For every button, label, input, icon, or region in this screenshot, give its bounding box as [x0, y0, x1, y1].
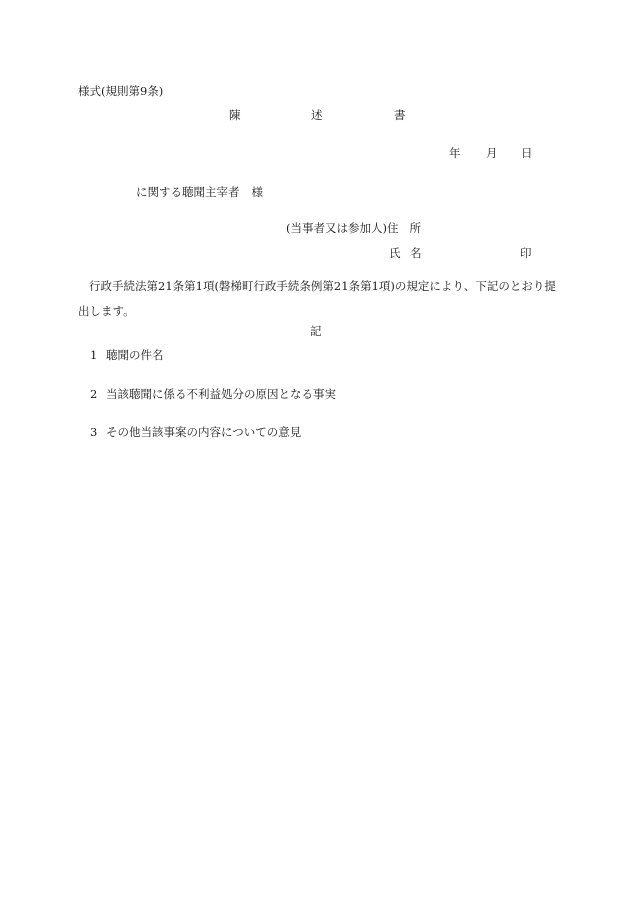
party-role: (当事者又は参加人): [286, 221, 387, 235]
seal-mark: 印: [520, 246, 532, 260]
list-item: [90, 350, 164, 362]
address-label-a: 住: [386, 221, 399, 235]
body-paragraph: 行政手続法第21条第1項(磐梯町行政手続条例第21条第1項)の規定により、下記のとおり提出します。: [78, 279, 556, 318]
date-line: [449, 148, 539, 162]
item-label: その他当該事案の内容についての意見: [106, 425, 302, 439]
form-label: 様式(規則第9条): [78, 84, 164, 98]
title-char-1: 陳: [229, 108, 241, 122]
addressee-honorific: 様: [251, 185, 263, 199]
party-address-line: [286, 223, 421, 235]
name-label-a: 氏: [389, 246, 401, 260]
date-year: 年: [449, 146, 461, 160]
ki-heading: 記: [310, 324, 322, 338]
title-char-3: 書: [394, 108, 406, 122]
name-label-b: 名: [410, 246, 422, 260]
list-item: [90, 389, 336, 401]
document-title: [229, 110, 409, 124]
addressee-text: に関する聴聞主宰者: [136, 185, 240, 199]
list-item: [90, 427, 301, 439]
title-char-2: 述: [311, 108, 323, 122]
item-label: 当該聴聞に係る不利益処分の原因となる事実: [106, 387, 336, 401]
item-number: 2: [90, 387, 98, 401]
item-label: 聴聞の件名: [106, 348, 164, 362]
item-number: 1: [90, 348, 98, 362]
date-day: 日: [521, 146, 533, 160]
item-number: 3: [90, 425, 98, 439]
address-label-b: 所: [409, 221, 421, 235]
date-month: 月: [486, 146, 498, 160]
addressee-line: [136, 187, 263, 199]
party-name-line: [389, 248, 539, 262]
